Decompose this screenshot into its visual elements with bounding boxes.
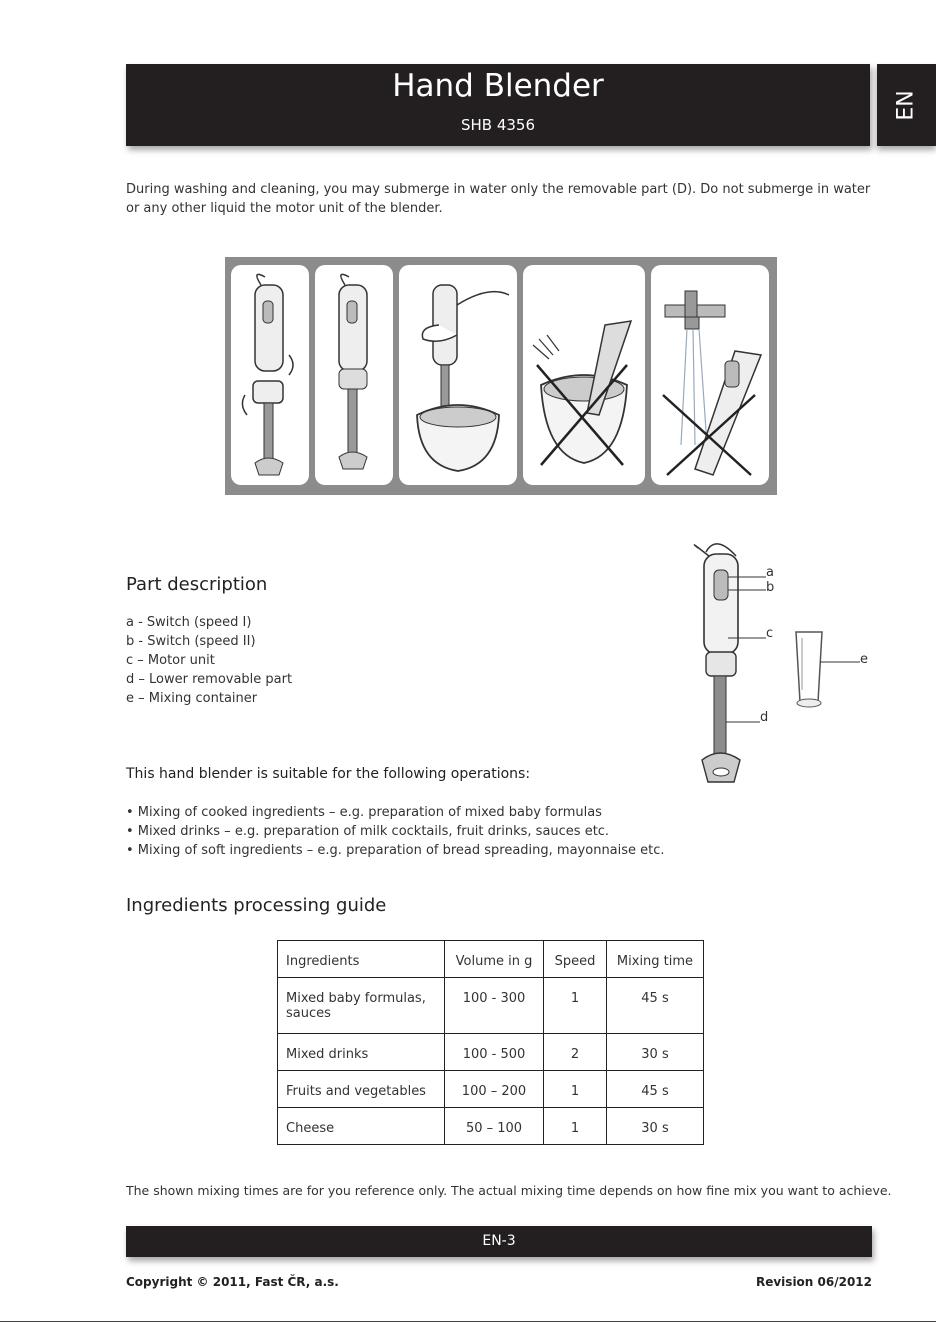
table-cell: Fruits and vegetables <box>278 1071 445 1108</box>
cleaning-illustration <box>225 257 777 495</box>
table-cell: 100 - 300 <box>445 978 544 1034</box>
blending-bowl-drawing <box>399 265 517 485</box>
table-cell: 100 - 500 <box>445 1034 544 1071</box>
table-cell: 50 – 100 <box>445 1108 544 1145</box>
guide-heading: Ingredients processing guide <box>126 895 387 916</box>
table-header-row <box>278 941 704 978</box>
bottom-rule <box>0 1321 936 1322</box>
operation-item: • Mixing of cooked ingredients – e.g. preparation of mixed baby formulas <box>126 805 602 820</box>
table-cell: 30 s <box>607 1034 704 1071</box>
table-row <box>278 978 704 1034</box>
operation-item: • Mixed drinks – e.g. preparation of milk cocktails, fruit drinks, sauces etc. <box>126 824 610 839</box>
diagram-label-a: a <box>766 565 774 580</box>
no-submerge-drawing <box>523 265 645 485</box>
table-row <box>278 1034 704 1071</box>
blender-parts-diagram <box>676 530 876 790</box>
column-header: Ingredients <box>278 941 445 978</box>
table-cell: 30 s <box>607 1108 704 1145</box>
column-header: Speed <box>544 941 607 978</box>
diagram-label-c: c <box>766 626 774 641</box>
table-cell: 1 <box>544 1108 607 1145</box>
diagram-label-b: b <box>766 580 775 595</box>
table-row <box>278 1071 704 1108</box>
blender-assembled-drawing <box>315 265 393 485</box>
language-tab-label-wrap <box>877 64 936 146</box>
mixing-note: The shown mixing times are for you reference only. The actual mixing time depends on how fine mix you want to achieve. <box>126 1183 892 1198</box>
page-number: EN-3 <box>482 1233 516 1249</box>
revision-text: Revision 06/2012 <box>755 1275 872 1289</box>
intro-paragraph: During washing and cleaning, you may submerge in water only the removable part (D). Do not submerge in water or any other liquid the motor unit of the blender. <box>126 182 871 216</box>
illustration-panel-no-submerge <box>523 265 645 485</box>
illustration-panel-assembled <box>315 265 393 485</box>
page-title: Hand Blender <box>392 68 604 104</box>
operation-item: • Mixing of soft ingredients – e.g. preparation of bread spreading, mayonnaise etc. <box>126 843 665 858</box>
part-item: e – Mixing container <box>126 691 258 706</box>
blender-detach-drawing <box>231 265 309 485</box>
table-cell: 1 <box>544 1071 607 1108</box>
table-cell: 100 – 200 <box>445 1071 544 1108</box>
table-cell: Mixed baby formulas, sauces <box>278 978 445 1034</box>
no-tap-drawing <box>651 265 769 485</box>
diagram-label-e: e <box>860 652 868 667</box>
table-cell: 2 <box>544 1034 607 1071</box>
model-number: SHB 4356 <box>460 116 536 134</box>
table-row <box>278 1108 704 1145</box>
table-cell: Mixed drinks <box>278 1034 445 1071</box>
table-cell: 45 s <box>607 978 704 1034</box>
diagram-label-d: d <box>760 710 769 725</box>
column-header: Mixing time <box>607 941 704 978</box>
part-item: c – Motor unit <box>126 653 215 668</box>
illustration-panel-detach <box>231 265 309 485</box>
part-item: b - Switch (speed II) <box>126 634 256 649</box>
table-cell: 45 s <box>607 1071 704 1108</box>
part-item: d – Lower removable part <box>126 672 293 687</box>
language-tab-label: EN <box>893 89 919 121</box>
part-item: a - Switch (speed I) <box>126 615 252 630</box>
copyright-text: Copyright © 2011, Fast ČR, a.s. <box>126 1275 339 1289</box>
processing-guide-table <box>277 940 704 1145</box>
illustration-panel-no-tap <box>651 265 769 485</box>
column-header: Volume in g <box>445 941 544 978</box>
part-description-heading: Part description <box>126 574 268 595</box>
operations-heading: This hand blender is suitable for the following operations: <box>126 766 531 782</box>
table-cell: 1 <box>544 978 607 1034</box>
table-cell: Cheese <box>278 1108 445 1145</box>
illustration-panel-blending <box>399 265 517 485</box>
